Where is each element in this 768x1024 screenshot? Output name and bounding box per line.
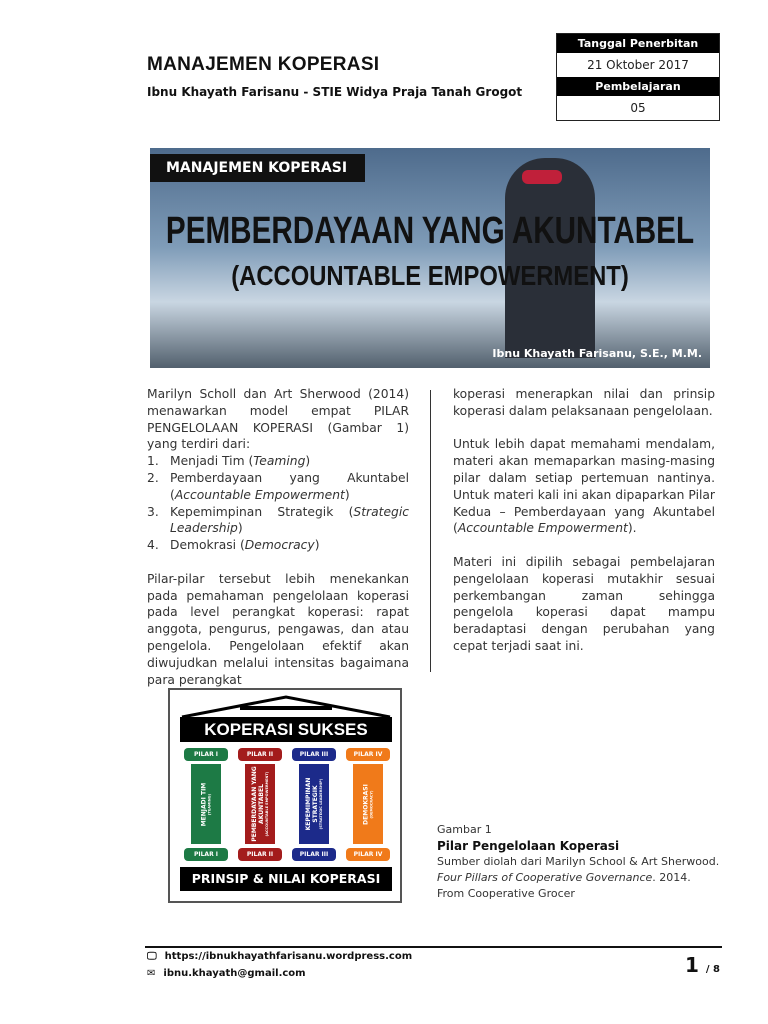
item-end: ) [344, 487, 350, 502]
item-english: Strategic Leadership [170, 504, 409, 536]
email-icon: ✉ [147, 968, 156, 979]
list-item [147, 470, 409, 504]
footer-website[interactable] [147, 951, 412, 962]
footer-rule [145, 946, 722, 948]
document-title: MANAJEMEN KOPERASI [147, 54, 380, 75]
right-column [453, 386, 715, 672]
figure-top-banner: KOPERASI SUKSES [180, 717, 392, 742]
list-number: 2. [147, 470, 159, 485]
pillar-list [147, 453, 409, 554]
p2-text: Untuk lebih dapat memahami mendalam, materi akan memaparkan masing-masing pilar dalam setiap pertemuan nantinya. Untuk materi kali ini akan dipaparkan Pilar Kedua – Pemberdayaan yang Akuntabel ( [453, 437, 715, 536]
superhero-figure [505, 158, 595, 358]
pillar-sub: (ACCOUNTABLE EMPOWERMENT) [265, 771, 269, 837]
monitor-icon: 🖵 [147, 951, 157, 962]
item-english: Democracy [244, 538, 315, 553]
caption-source-title: Four Pillars of Cooperative Governance [437, 871, 653, 884]
body-paragraph: koperasi menerapkan nilai dan prinsip koperasi dalam pelaksanaan pengelolaan. [453, 387, 715, 418]
caption-label: Gambar 1 [437, 823, 492, 836]
pillar [296, 748, 332, 861]
lesson-value: 05 [630, 101, 646, 115]
page-number [685, 953, 720, 977]
banner-title: PEMBERDAYAAN YANG AKUNTABEL [165, 210, 695, 252]
date-value: 21 Oktober 2017 [587, 58, 689, 72]
pillar-sub: (STRATEGIC LEADERSHIP) [319, 778, 323, 830]
current-page: 1 [685, 953, 699, 977]
banner-image [150, 148, 710, 368]
author-line: Ibnu Khayath Farisanu - STIE Widya Praja Tanah Grogot [147, 85, 523, 99]
item-english: Teaming [253, 454, 306, 469]
banner-byline: Ibnu Khayath Farisanu, S.E., M.M. [492, 347, 702, 360]
left-column [147, 386, 409, 705]
total-pages: / 8 [705, 964, 720, 975]
list-number: 1. [147, 454, 159, 469]
item-text: Menjadi Tim ( [170, 454, 254, 469]
website-link[interactable]: https://ibnukhayathfarisanu.wordpress.com [164, 951, 413, 962]
pillar-cap-top: PILAR II [238, 748, 282, 761]
column-divider [430, 390, 431, 672]
date-label: Tanggal Penerbitan [557, 34, 719, 53]
body-paragraph: Pilar-pilar tersebut lebih menekankan pada pemahaman pengelolaan koperasi pada level perangkat koperasi: rapat anggota, pengurus, pengawas, dan atau pengelola. Pengelolaan efektif akan diwujudkan melalui intensitas bagaimana para perangkat [147, 571, 409, 687]
item-end: ) [314, 538, 320, 553]
banner-label: MANAJEMEN KOPERASI [150, 154, 365, 182]
figure-caption [437, 822, 719, 902]
pillar-name: DEMOKRASI [362, 783, 370, 825]
pillars-figure [168, 688, 402, 903]
pillar-cap-top: PILAR IV [346, 748, 390, 761]
item-text: Kepemimpinan Strategik ( [170, 504, 354, 519]
caption-title: Pilar Pengelolaan Koperasi [437, 839, 620, 853]
pillar [188, 748, 224, 861]
p2-english: Accountable Empowerment [457, 521, 628, 536]
footer-email[interactable] [147, 968, 306, 979]
publication-info-box [556, 33, 720, 121]
caption-source: Sumber diolah dari Marilyn School & Art Sherwood. [437, 855, 720, 868]
pillar [350, 748, 386, 861]
pillar-shaft [353, 764, 383, 844]
p2-end: ). [627, 521, 637, 536]
list-item [147, 504, 409, 538]
lesson-label: Pembelajaran [557, 77, 719, 96]
item-text: Pemberdayaan yang Akuntabel ( [170, 470, 409, 502]
pillar-shaft [299, 764, 329, 844]
email-link[interactable]: ibnu.khayath@gmail.com [163, 968, 306, 979]
list-number: 3. [147, 504, 159, 519]
pillar-name: PEMBERDAYAAN YANG AKUNTABEL [251, 766, 265, 842]
pillar-name: MENJADI TIM [200, 782, 208, 826]
body-paragraph [453, 436, 715, 537]
item-english: Accountable Empowerment [174, 487, 345, 502]
pillar-sub: (DEMOCRACY) [369, 789, 374, 819]
roof-icon [180, 694, 392, 718]
pillar-sub: (TEAMING) [207, 793, 212, 815]
pillar-cap-bottom: PILAR III [292, 848, 336, 861]
item-end: ) [237, 521, 243, 536]
banner-subtitle: (ACCOUNTABLE EMPOWERMENT) [231, 260, 629, 291]
item-end: ) [305, 454, 311, 469]
intro-paragraph: Marilyn Scholl dan Art Sherwood (2014) menawarkan model empat PILAR PENGELOLAAN KOPERASI (Gambar 1) yang terdiri dari: [147, 387, 409, 452]
pillar-shaft [191, 764, 221, 844]
pillar-cap-bottom: PILAR II [238, 848, 282, 861]
pillar-cap-bottom: PILAR I [184, 848, 228, 861]
list-number: 4. [147, 538, 159, 553]
list-item [147, 537, 409, 554]
pillar-cap-top: PILAR I [184, 748, 228, 761]
pillar-shaft [245, 764, 275, 844]
caption-source-rest: . 2014. From Cooperative Grocer [437, 871, 691, 900]
pillar-name: KEPEMIMPINAN STRATEGIK [305, 777, 319, 831]
figure-bottom-banner: PRINSIP & NILAI KOPERASI [180, 867, 392, 891]
body-paragraph: Materi ini dipilih sebagai pembelajaran pengelolaan koperasi mutakhir sesuai perkembangan zaman sehingga pengelola koperasi dapat mampu beradaptasi dengan perubahan yang cepat terjadi saat ini. [453, 554, 715, 653]
item-text: Demokrasi ( [170, 538, 245, 553]
pillar [242, 748, 278, 861]
list-item [147, 453, 409, 470]
mask-shape [522, 170, 562, 184]
pillar-cap-top: PILAR III [292, 748, 336, 761]
pillar-cap-bottom: PILAR IV [346, 848, 390, 861]
